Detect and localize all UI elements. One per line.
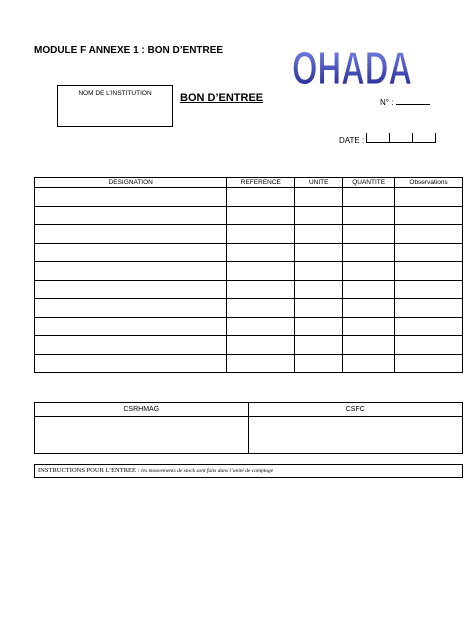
table-cell <box>35 299 227 318</box>
date-field <box>339 133 436 145</box>
table-row <box>35 317 463 336</box>
table-cell <box>227 336 295 355</box>
table-row <box>35 354 463 373</box>
institution-label: NOM DE L’INSTITUTION <box>78 90 152 97</box>
col-observations: Observations <box>395 178 463 188</box>
date-year-blank <box>413 133 436 143</box>
instructions-label: INSTRUCTIONS POUR L’ENTREE : <box>38 467 140 474</box>
table-cell <box>343 225 395 244</box>
table-cell <box>35 262 227 281</box>
table-cell <box>35 280 227 299</box>
table-row <box>35 188 463 207</box>
table-cell <box>35 225 227 244</box>
number-blank <box>396 96 430 105</box>
table-cell <box>295 336 343 355</box>
number-label: N° : <box>380 98 394 107</box>
table-header-row <box>35 178 463 188</box>
table-cell <box>295 317 343 336</box>
signature-csfc-label: CSFC <box>248 403 462 417</box>
table-row <box>35 280 463 299</box>
date-month-blank <box>390 133 413 143</box>
form-title: BON D’ENTREE <box>180 92 264 104</box>
table-cell <box>295 243 343 262</box>
table-cell <box>35 188 227 207</box>
table-cell <box>343 262 395 281</box>
table-cell <box>227 243 295 262</box>
table-cell <box>395 317 463 336</box>
table-cell <box>395 336 463 355</box>
table-cell <box>395 354 463 373</box>
table-cell <box>35 243 227 262</box>
table-cell <box>295 299 343 318</box>
table-cell <box>395 188 463 207</box>
col-unite: UNITE <box>295 178 343 188</box>
signature-csrhmag-label: CSRHMAG <box>35 403 249 417</box>
ohada-logo-icon <box>290 40 415 92</box>
table-cell <box>35 317 227 336</box>
table-cell <box>295 188 343 207</box>
table-cell <box>343 280 395 299</box>
table-cell <box>343 206 395 225</box>
table-cell <box>295 280 343 299</box>
table-cell <box>35 336 227 355</box>
signature-space-row <box>35 417 463 454</box>
signature-csrhmag-space <box>35 417 249 454</box>
instructions-text: les mouvements de stock sont faits dans l’unité de comptage <box>141 468 274 474</box>
table-cell <box>343 354 395 373</box>
table-cell <box>343 243 395 262</box>
table-cell <box>295 225 343 244</box>
table-cell <box>343 336 395 355</box>
table-row <box>35 299 463 318</box>
table-cell <box>227 299 295 318</box>
signature-table <box>34 402 463 454</box>
table-cell <box>227 354 295 373</box>
table-cell <box>295 206 343 225</box>
table-cell <box>343 317 395 336</box>
table-row <box>35 262 463 281</box>
table-cell <box>35 354 227 373</box>
table-row <box>35 336 463 355</box>
document-title: MODULE F ANNEXE 1 : BON D’ENTREE <box>34 45 224 56</box>
col-reference: REFERENCE <box>227 178 295 188</box>
number-field <box>380 96 430 107</box>
table-row <box>35 206 463 225</box>
items-table <box>34 177 463 373</box>
table-cell <box>395 206 463 225</box>
table-cell <box>295 262 343 281</box>
col-quantite: QUANTITE <box>343 178 395 188</box>
date-day-blank <box>366 133 390 143</box>
institution-box <box>57 85 173 127</box>
table-cell <box>395 280 463 299</box>
table-cell <box>343 299 395 318</box>
table-cell <box>395 243 463 262</box>
table-row <box>35 225 463 244</box>
table-cell <box>227 262 295 281</box>
col-designation: DESIGNATION <box>35 178 227 188</box>
date-label: DATE : <box>339 136 365 145</box>
table-cell <box>395 299 463 318</box>
table-body <box>35 188 463 373</box>
table-row <box>35 243 463 262</box>
table-cell <box>395 262 463 281</box>
table-cell <box>227 188 295 207</box>
logo-text: OHADA <box>292 42 412 94</box>
table-cell <box>227 206 295 225</box>
signature-csfc-space <box>248 417 462 454</box>
table-cell <box>35 206 227 225</box>
table-cell <box>227 225 295 244</box>
instructions-box <box>34 464 463 478</box>
table-cell <box>395 225 463 244</box>
signature-header-row <box>35 403 463 417</box>
table-cell <box>227 280 295 299</box>
table-cell <box>343 188 395 207</box>
table-cell <box>295 354 343 373</box>
table-cell <box>227 317 295 336</box>
